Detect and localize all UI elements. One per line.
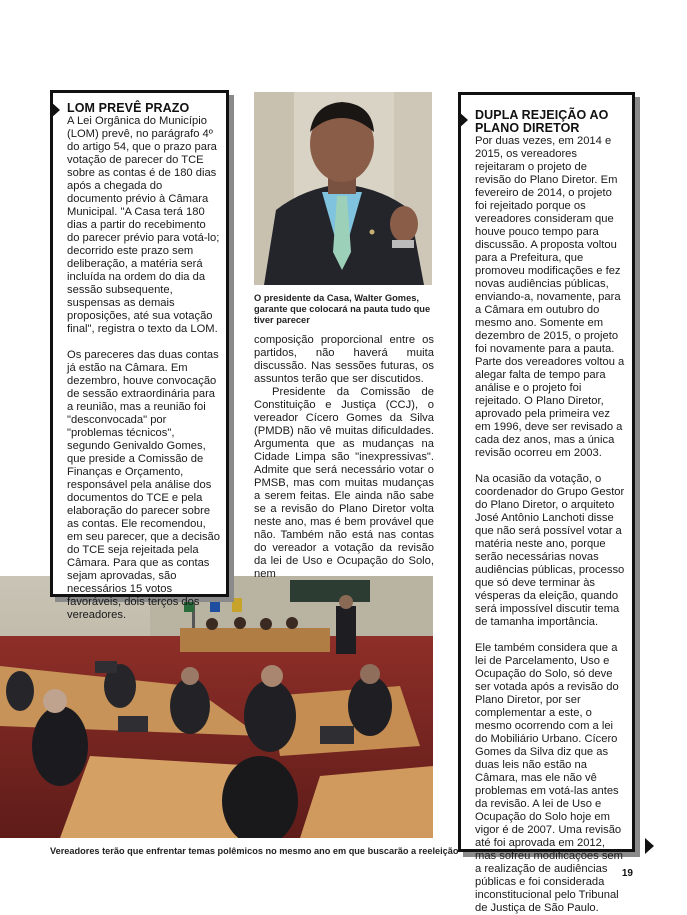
box-paragraph: A Lei Orgânica do Município (LOM) prevê, no parágrafo 4º do artigo 54, que o prazo para votação de parecer do TCE sobre as contas é de 180 dias após a chegada do documento prévio à Câmara Municipal. "A Casa terá 180 dias a partir do recebimento do parecer prévio para votá-lo; decorrido este prazo sem deliberação, a matéria será incluída na ordem do dia da sessão subsequente, suspensas as demais proposições, até sua votação final", registra o texto da LOM. xyxy=(67,115,220,335)
box-paragraph: Os pareceres das duas contas já estão na Câmara. Em dezembro, houve convocação de sessão extraordinária para a reunião, mas a reunião foi "desconvocada" por "problemas técnicos", segundo Genivaldo Gomes, que preside a Comissão de Finanças e Orçamento, responsável pela análise dos documentos do TCE e pela elaboração do parecer sobre as contas. Ele recomendou, em seu parecer, que a decisão do TCE seja rejeitada pela Câmara. Para que as contas sejam aprovadas, são necessários 15 votos favoráveis, dois terços dos vereadores. xyxy=(67,349,220,621)
center-article-text xyxy=(254,334,434,581)
box-title: LOM PREVÊ PRAZO xyxy=(67,101,190,115)
portrait-image xyxy=(254,92,432,285)
chamber-caption: Vereadores terão que enfrentar temas polêmicos no mesmo ano em que buscarão a reeleição xyxy=(50,846,459,856)
box-paragraph: Na ocasião da votação, o coordenador do Grupo Gestor do Plano Diretor, o arquiteto José Antônio Lanchoti disse que não será possível votar a matéria neste ano, porque serão necessárias novas audiências públicas, processo que só deve terminar às vésperas da eleição, quando será impossível discutir tema de tamanha importância. xyxy=(475,473,625,628)
continue-arrow-icon xyxy=(645,838,654,854)
box-paragraph: Ele também considera que a lei de Parcelamento, Uso e Ocupação do Solo, só deve ser votada após a revisão do Plano Diretor, por ser complementar a este, o mesmo ocorrendo com a lei do Mobiliário Urbano. Cícero Gomes da Silva diz que as duas leis não estão na Câmara, mas ele não vê problemas em votá-las antes da revisão. A lei de Uso e Ocupação do Solo hoje em vigor é de 2007. Uma revisão até foi aprovada em 2012, mas sofreu modificações sem a realização de audiências públicas e foi considerada inconstitucional pelo Tribunal de Justiça de São Paulo. xyxy=(475,642,623,914)
sidebar-box-lom xyxy=(50,90,229,621)
portrait-caption: O presidente da Casa, Walter Gomes, garante que colocará na pauta tudo que tiver parecer xyxy=(254,293,431,325)
box-arrow-icon xyxy=(50,101,60,119)
box-arrow-icon xyxy=(458,111,468,129)
box-paragraph: Por duas vezes, em 2014 e 2015, os vereadores rejeitaram o projeto de revisão do Plano Diretor. Em fevereiro de 2014, o projeto foi rejeitado porque os vereadores consideram que houve pouco tempo para discussão. A proposta voltou para a Prefeitura, que promoveu modificações e fez novas audiências públicas, enviando-a, novamente, para a Câmara em outubro do mesmo ano. Somente em dezembro de 2015, o projeto foi novamente para a pauta. Parte dos vereadores voltou a alegar falta de tempo para análise e o projeto foi rejeitado. O Plano Diretor, aprovado pela primeira vez em 1996, deve ser revisado a cada dez anos, mas a única revisão ocorreu em 2003. xyxy=(475,135,625,459)
page-number: 19 xyxy=(621,868,633,879)
article-paragraph: composição proporcional entre os partidos, não haverá muita discussão. Nas sessões futuras, os assuntos terão que ser discutidos. xyxy=(254,334,434,385)
box-title: DUPLA REJEIÇÃO AO PLANO DIRETOR xyxy=(475,108,609,135)
article-paragraph: Presidente da Comissão de Constituição e Justiça (CCJ), o vereador Cícero Gomes da Silva (PMDB) não vê muitas dificuldades. Argumenta que as mudanças na Cidade Limpa são "inexpressivas". Admite que será necessário votar o PMSB, mas com muitas mudanças a serem feitas. Ele ainda não sabe se a revisão do Plano Diretor volta neste ano, mas é bem provável que não. Também não está nas contas do vereador a votação da revisão da lei de Uso e Ocupação do Solo, nem xyxy=(254,386,434,580)
portrait-photo xyxy=(254,92,432,285)
sidebar-box-plano-diretor xyxy=(458,92,635,914)
